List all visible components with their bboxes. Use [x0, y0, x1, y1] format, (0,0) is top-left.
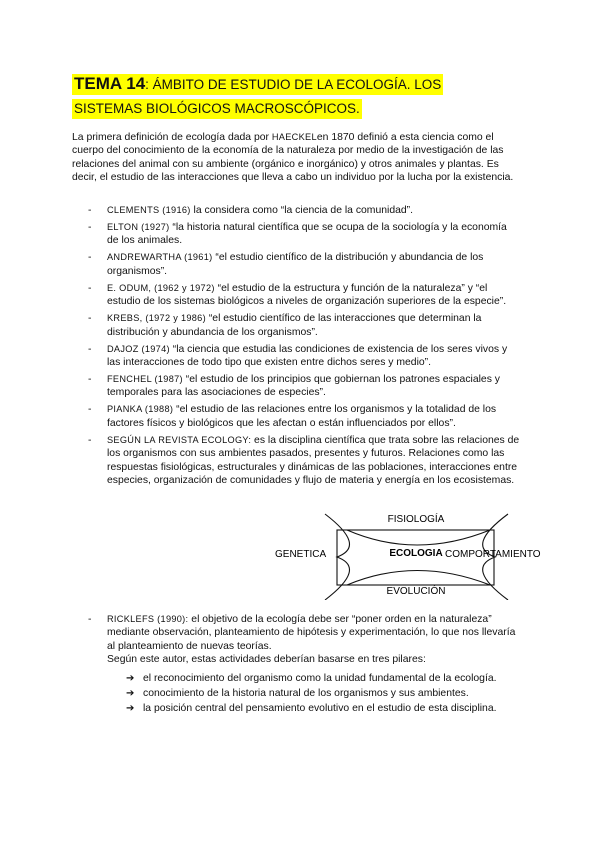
- ricklefs-list: [88, 613, 520, 667]
- definition-text: “el estudio de las relaciones entre los organismos y la totalidad de los factores físicos y biológicos que les afectan o están influenciados por ellos”.: [107, 404, 497, 429]
- diagram-label-evolucion: EVOLUCIÓN: [386, 586, 446, 597]
- ecology-diagram: [275, 508, 550, 600]
- list-item: [88, 282, 520, 309]
- dash-bullet: -: [88, 343, 92, 355]
- definition-text: “el estudio de la estructura y función de la naturaleza” y “el estudio de los sistemas biológicos a niveles de organización superiores de la especie”.: [107, 282, 507, 308]
- definition-author: SEGÚN LA REVISTA ECOLOGY:: [107, 434, 252, 445]
- definition-author: FENCHEL: [107, 374, 152, 385]
- definition-author: ELTON: [107, 222, 139, 232]
- definition-year: (1916): [159, 205, 191, 215]
- dash-bullet: -: [88, 282, 92, 294]
- diagram-label-comportamiento: COMPORTAMIENTO: [445, 549, 541, 560]
- intro-text-2: en 1870 definió a esta ciencia como el cuerpo del conocimiento de la economía de la naturaleza por medio de la investigación de las relaciones del animal con su ambiente (orgánico e inorgánico) y otros animales y plantas. Es decir, el estudio de las interacciones que lleva a cabo un individuo por la lucha por la existencia.: [72, 132, 514, 184]
- definition-year: (1974): [138, 343, 170, 354]
- definition-author: PIANKA: [107, 404, 142, 415]
- definition-text: “el estudio de los principios que gobiernan los patrones espaciales y temporales para las asociaciones de especies”.: [107, 374, 500, 399]
- title-text-part1: : ÁMBITO DE ESTUDIO DE LA ECOLOGÍA. LOS: [145, 77, 442, 92]
- list-item: [126, 702, 526, 715]
- list-item: [88, 204, 520, 217]
- dash-bullet: -: [88, 404, 92, 416]
- pillar-text: la posición central del pensamiento evolutivo en el estudio de esta disciplina.: [143, 703, 497, 715]
- definition-text: “el estudio científico de la distribución y abundancia de los organismos”.: [107, 252, 484, 277]
- ricklefs-author: RICKLEFS: [107, 614, 155, 624]
- definition-text: la considera como “la ciencia de la comunidad”.: [190, 205, 414, 216]
- definition-year: (1962 y 1972): [151, 282, 215, 293]
- definition-author: E. ODUM,: [107, 282, 152, 293]
- definition-author: ANDREWARTHA: [107, 252, 182, 263]
- intro-text-1: La primera definición de ecología dada por: [72, 132, 272, 143]
- definition-text: “la historia natural científica que se ocupa de la sociología y la economía de los animales.: [107, 222, 507, 247]
- definition-text: “el estudio científico de las interacciones que determinan la distribución y abundancia de los organismos”.: [107, 313, 482, 338]
- list-item: [88, 613, 520, 667]
- definitions-list: [88, 204, 520, 491]
- definition-year: (1988): [142, 404, 174, 415]
- dash-bullet: -: [88, 374, 92, 386]
- diagram-label-genetica: GENETICA: [275, 549, 327, 560]
- intro-paragraph: [72, 131, 520, 185]
- list-item: [88, 434, 520, 488]
- definition-year: (1961): [181, 252, 213, 263]
- dash-bullet: -: [88, 614, 92, 625]
- dash-bullet: -: [88, 205, 92, 216]
- arrow-bullet-icon: ➔: [126, 673, 135, 684]
- pillars-list: [126, 672, 526, 718]
- list-item: [88, 373, 520, 400]
- arrow-bullet-icon: ➔: [126, 688, 135, 700]
- dash-bullet: -: [88, 434, 92, 446]
- dash-bullet: -: [88, 222, 92, 233]
- list-item: [126, 687, 526, 700]
- page-title: [72, 74, 472, 123]
- ricklefs-year: (1990):: [154, 614, 189, 624]
- dash-bullet: -: [88, 313, 92, 325]
- definition-text: es la disciplina científica que trata sobre las relaciones de los organismos con sus ambientes pasados, presentes y futuros. Relaciones como las respuestas fisiológicas, estructurales y dinámicas de las poblaciones, interacciones entre especies, organización de comunidades y flujo de materia y energía en los ecosistemas.: [107, 434, 520, 487]
- pillar-text: el reconocimiento del organismo como la unidad fundamental de la ecología.: [143, 673, 497, 684]
- title-topic-number: TEMA 14: [74, 74, 146, 93]
- pillar-text: conocimiento de la historia natural de los organismos y sus ambientes.: [143, 688, 469, 700]
- intro-author: HAECKEL: [271, 132, 317, 142]
- list-item: [88, 403, 520, 430]
- definition-year: (1972 y 1986): [142, 313, 206, 324]
- list-item: [88, 221, 520, 248]
- diagram-label-fisiologia: FISIOLOGÍA: [387, 514, 445, 525]
- list-item: [88, 251, 520, 278]
- definition-year: (1987): [151, 374, 183, 385]
- ricklefs-text: el objetivo de la ecología debe ser “poner orden en la naturaleza” mediante observación, planteamiento de hipótesis y experimentación, lo que nos llevaría al planteamiento de nuevas teorías.: [107, 614, 516, 652]
- definition-year: (1927): [138, 222, 170, 232]
- diagram-label-ecologia: ECOLOGIA: [389, 548, 443, 559]
- definition-text: “la ciencia que estudia las condiciones de existencia de los seres vivos y las interacciones de todo tipo que existen entre dichos seres y medio”.: [107, 343, 508, 369]
- diagram-curve-top: [347, 530, 490, 545]
- list-item: [88, 312, 520, 339]
- arrow-bullet-icon: ➔: [126, 703, 135, 715]
- definition-author: KREBS,: [107, 313, 143, 324]
- diagram-curve-bottom: [347, 571, 490, 586]
- definition-author: CLEMENTS: [107, 205, 160, 215]
- title-line-2: SISTEMAS BIOLÓGICOS MACROSCÓPICOS.: [72, 99, 362, 119]
- list-item: [88, 343, 520, 370]
- dash-bullet: -: [88, 252, 92, 264]
- title-line-1: [72, 74, 443, 95]
- list-item: [126, 672, 526, 685]
- definition-author: DAJOZ: [107, 343, 139, 354]
- pillars-intro: Según este autor, estas actividades deberían basarse en tres pilares:: [107, 654, 426, 666]
